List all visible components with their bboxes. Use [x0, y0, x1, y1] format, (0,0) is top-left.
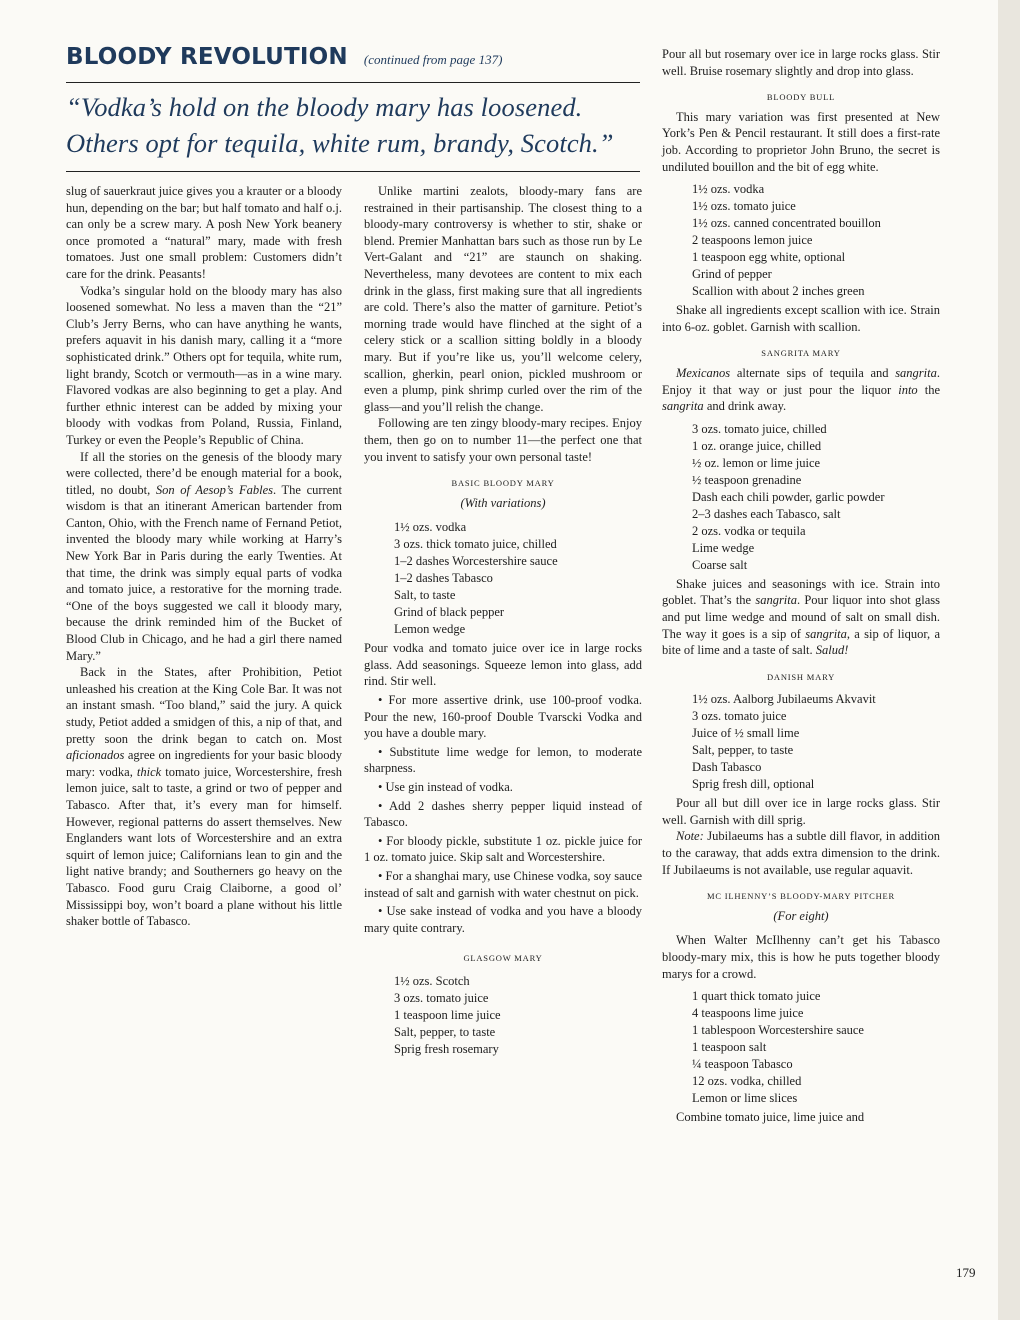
- pull-quote-line: “Vodka’s hold on the bloody mary has loosened.: [66, 92, 583, 122]
- pull-quote: [66, 89, 640, 161]
- ingredient: 3 ozs. thick tomato juice, chilled: [394, 537, 557, 552]
- ingredient: 1½ ozs. Scotch: [394, 973, 470, 988]
- recipe-intro: Mexicanos alternate sips of tequila and sangrita. Enjoy it that way or just pour the liquor into the sangrita and drink away.: [662, 365, 940, 414]
- ingredient: Sprig fresh rosemary: [394, 1041, 499, 1056]
- recipe-title-bull: BLOODY BULL: [766, 92, 836, 103]
- ingredient: 1½ ozs. canned concentrated bouillon: [692, 216, 881, 231]
- ingredient-list-pitcher: [662, 988, 940, 1107]
- ingredient: 2–3 dashes each Tabasco, salt: [692, 506, 841, 521]
- ingredient: 3 ozs. tomato juice, chilled: [692, 421, 827, 436]
- ingredient: 4 teaspoons lime juice: [692, 1006, 804, 1021]
- article-header: [66, 44, 640, 172]
- recipe-intro: This mary variation was first presented at New York’s Pen & Pencil restaurant. It still does a first-rate job. According to proprietor John Bruno, the secret is undiluted bouillon and the bit of egg white.: [662, 109, 940, 174]
- variation: • For a shanghai mary, use Chinese vodka, soy sauce instead of salt and garnish with water chestnut on pick.: [364, 869, 642, 900]
- ingredient: Salt, to taste: [394, 588, 456, 603]
- recipe-method: Shake juices and seasonings with ice. Strain into goblet. That’s the sangrita. Pour liquor into shot glass and put lime wedge and mound of salt on small dish. The way it goes is a sip of sangrita, a sip of liquor, a bite of lime and a taste of salt. Salud!: [662, 576, 940, 658]
- ingredient: 1½ ozs. tomato juice: [692, 199, 796, 214]
- column-3: [662, 46, 940, 1126]
- ingredient: ½ oz. lemon or lime juice: [692, 455, 821, 470]
- book-title: Son of Aesop’s Fables: [155, 482, 273, 497]
- recipe-title-basic: BASIC BLOODY MARY: [451, 478, 555, 489]
- ingredient: 1½ ozs. Aalborg Jubilaeums Akvavit: [692, 692, 876, 707]
- ingredient: Lime wedge: [692, 540, 755, 555]
- recipe-method: Pour all but dill over ice in large rocks glass. Stir well. Garnish with dill sprig.: [662, 796, 940, 827]
- recipe-method: Shake all ingredients except scallion with ice. Strain into 6-oz. goblet. Garnish with scallion.: [662, 303, 940, 334]
- ingredient: Sprig fresh dill, optional: [692, 777, 815, 792]
- recipe-title-danish: DANISH MARY: [766, 671, 836, 682]
- ingredient: 1 teaspoon salt: [692, 1040, 767, 1055]
- ingredient: 1 tablespoon Worcestershire sauce: [692, 1023, 864, 1038]
- recipe-subtitle: (With variations): [460, 495, 546, 510]
- ingredient-list-glasgow: [364, 973, 642, 1058]
- column-2: [364, 183, 642, 1060]
- ingredient: ½ teaspoon grenadine: [692, 472, 802, 487]
- paragraph: Following are ten zingy bloody-mary recipes. Enjoy them, then go on to number 11—the perfect one that you invent to satisfy your own personal taste!: [364, 416, 642, 464]
- variation: • Substitute lime wedge for lemon, to moderate sharpness.: [364, 744, 642, 776]
- ingredient: Salt, pepper, to taste: [394, 1024, 496, 1039]
- continued-note: (continued from page 137): [363, 52, 503, 67]
- recipe-title-pitcher: MC ILHENNY’S BLOODY-MARY PITCHER: [707, 891, 895, 902]
- header-rule-bottom: [66, 171, 640, 172]
- ingredient: 1 quart thick tomato juice: [692, 989, 821, 1004]
- ingredient: 1 teaspoon egg white, optional: [692, 250, 846, 265]
- recipe-subtitle: (For eight): [773, 908, 829, 923]
- ingredient: 3 ozs. tomato juice: [394, 990, 489, 1005]
- recipe-intro: When Walter McIlhenny can’t get his Tabasco bloody-mary mix, this is how he puts together bloody marys for a crowd.: [662, 933, 940, 981]
- paragraph: If all the stories on the genesis of the bloody mary were collected, there’d be enough material for a book, titled, no doubt, Son of Aesop’s Fables. The current wisdom is that an itinerant American bartender from Canton, Ohio, with the French name of Fernand Petiot, invented the bloody mary while working at Harry’s New York Bar in Paris during the early Twenties. At that time, the drink was simply equal parts of vodka and tomato juice, a restorative for the morning trade. “One of the boys suggested we call it bloody mary, because the drink reminded him of the Bucket of Blood Club in Chicago, and he had a girl there named Mary.”: [66, 449, 343, 663]
- ingredient: Dash Tabasco: [692, 760, 762, 775]
- column-1: [66, 183, 342, 930]
- variation: • For more assertive drink, use 100-proof vodka. Pour the new, 160-proof Double Tvarscki Vodka and you have a double mary.: [364, 693, 642, 741]
- recipe-title-glasgow: GLASGOW MARY: [463, 953, 543, 964]
- recipe-method: Pour all but rosemary over ice in large rocks glass. Stir well. Bruise rosemary slightly and drop into glass.: [662, 47, 940, 78]
- ingredient: Salt, pepper, to taste: [692, 743, 794, 758]
- variation: • Add 2 dashes sherry pepper liquid instead of Tabasco.: [364, 798, 642, 830]
- ingredient: 2 ozs. vodka or tequila: [692, 523, 806, 538]
- pull-quote-line: Others opt for tequila, white rum, brandy, Scotch.”: [66, 128, 614, 158]
- header-rule-top: [66, 82, 640, 83]
- ingredient: Scallion with about 2 inches green: [692, 284, 865, 299]
- paragraph: slug of sauerkraut juice gives you a krauter or a bloody hun, depending on the bar; but half tomato and half o.j. can only be a screw mary. A posh New York beanery once promoted a “natural” mary, made with fresh tomatoes. Just one small problem: Customers didn’t care for the drink. Peasants!: [66, 184, 342, 281]
- paragraph: Back in the States, after Prohibition, Petiot unleashed his creation at the King Cole Bar. It was not an instant smash. “Too bland,” said the jury. A quick study, Petiot added a smidgen of this, a nip of that, and pretty soon the drink began to catch on. Most aficionados agree on ingredients for your basic bloody mary: vodka, thick tomato juice, Worcestershire, fresh lemon juice, salt to taste, a grind or two of pepper and Tabasco. After that, it’s every man for himself. However, regional patterns do assert themselves. New Englanders want lots of Worcestershire and an extra squirt of lemon juice; Californians lean to gin and the light native brandy; and Southerners go heavy on the Tabasco. Food guru Craig Claiborne, a good ol’ Mississippi boy, won’t board a plane without his little shaker bottle of Tabasco.: [66, 665, 342, 929]
- ingredient: 1½ ozs. vodka: [394, 520, 467, 535]
- ingredient: 12 ozs. vodka, chilled: [692, 1074, 802, 1089]
- ingredient: Coarse salt: [692, 557, 748, 572]
- ingredient-list-danish: [662, 691, 940, 793]
- ingredient: Grind of pepper: [692, 267, 772, 282]
- page-number: 179: [956, 1265, 976, 1280]
- variation: • Use sake instead of vodka and you have a bloody mary quite contrary.: [364, 904, 642, 935]
- ingredient: Lemon wedge: [394, 622, 466, 637]
- recipe-title-sangrita: SANGRITA MARY: [761, 348, 841, 359]
- recipe-note: Note: Jubilaeums has a subtle dill flavor, in addition to the caraway, that adds extra dimension to the drink. If Jubilaeums is not available, use regular aquavit.: [662, 829, 940, 877]
- ingredient-list-bull: [662, 181, 940, 300]
- paragraph: Unlike martini zealots, bloody-mary fans are restrained in their partisanship. The closest thing to a bloody-mary controversy is whether to stir, shake or blend. Premier Manhattan bars such as those run by Le Vert-Galant and “21” are staunch on shaking. Nevertheless, many devotees are content to mix each drink in the glass, first making sure that all ingredients are cold. There’s also the matter of garniture. Petiot’s morning trade would have flinched at the sight of a celery stick or a scallion sitting boldly in a bloody mary. But if you’re like us, you’ll welcome celery, scallion, gherkin, pearl onion, pickled mushroom or even a plump, pink shrimp curled over the rim of the glass—and you’ll relish the change.: [364, 184, 642, 414]
- headline: BLOODY REVOLUTION: [66, 44, 348, 70]
- variation: • For bloody pickle, substitute 1 oz. pickle juice for 1 oz. tomato juice. Skip salt and Worcestershire.: [364, 833, 642, 865]
- ingredient: 1 oz. orange juice, chilled: [692, 438, 822, 453]
- ingredient: Lemon or lime slices: [692, 1091, 798, 1106]
- recipe-method: Pour vodka and tomato juice over ice in large rocks glass. Add seasonings. Squeeze lemon into glass, add rind. Stir well.: [364, 641, 642, 689]
- ingredient: 1–2 dashes Tabasco: [394, 571, 493, 586]
- ingredient-list-basic: [364, 519, 642, 638]
- paragraph: Vodka’s singular hold on the bloody mary has also loosened somewhat. No less a maven than the “21” Club’s Jerry Berns, who can have anything he wants, prefers aquavit in his danish mary, calling it a “more sophisticated drink.” Others opt for tequila, white rum, light brandy, Scotch or vermouth—as in a wine mary. Flavored vodkas are also beginning to get a play. And further ethnic interest can be added by mixing your bloody with vodkas from Poland, Russia, Finland, Turkey or even the People’s Republic of China.: [66, 283, 342, 447]
- ingredient: 2 teaspoons lemon juice: [692, 233, 813, 248]
- ingredient: 3 ozs. tomato juice: [692, 709, 787, 724]
- ingredient: 1 teaspoon lime juice: [394, 1007, 501, 1022]
- ingredient: Juice of ½ small lime: [692, 726, 800, 741]
- variation: • Use gin instead of vodka.: [378, 780, 513, 795]
- ingredient: 1½ ozs. vodka: [692, 182, 765, 197]
- ingredient: Grind of black pepper: [394, 605, 505, 620]
- ingredient: ¼ teaspoon Tabasco: [692, 1057, 793, 1072]
- ingredient: 1–2 dashes Worcestershire sauce: [394, 554, 558, 569]
- ingredient: Dash each chili powder, garlic powder: [692, 489, 885, 504]
- page-edge: [998, 0, 1020, 1320]
- ingredient-list-sangrita: [662, 421, 940, 574]
- recipe-method: Combine tomato juice, lime juice and: [676, 1110, 865, 1125]
